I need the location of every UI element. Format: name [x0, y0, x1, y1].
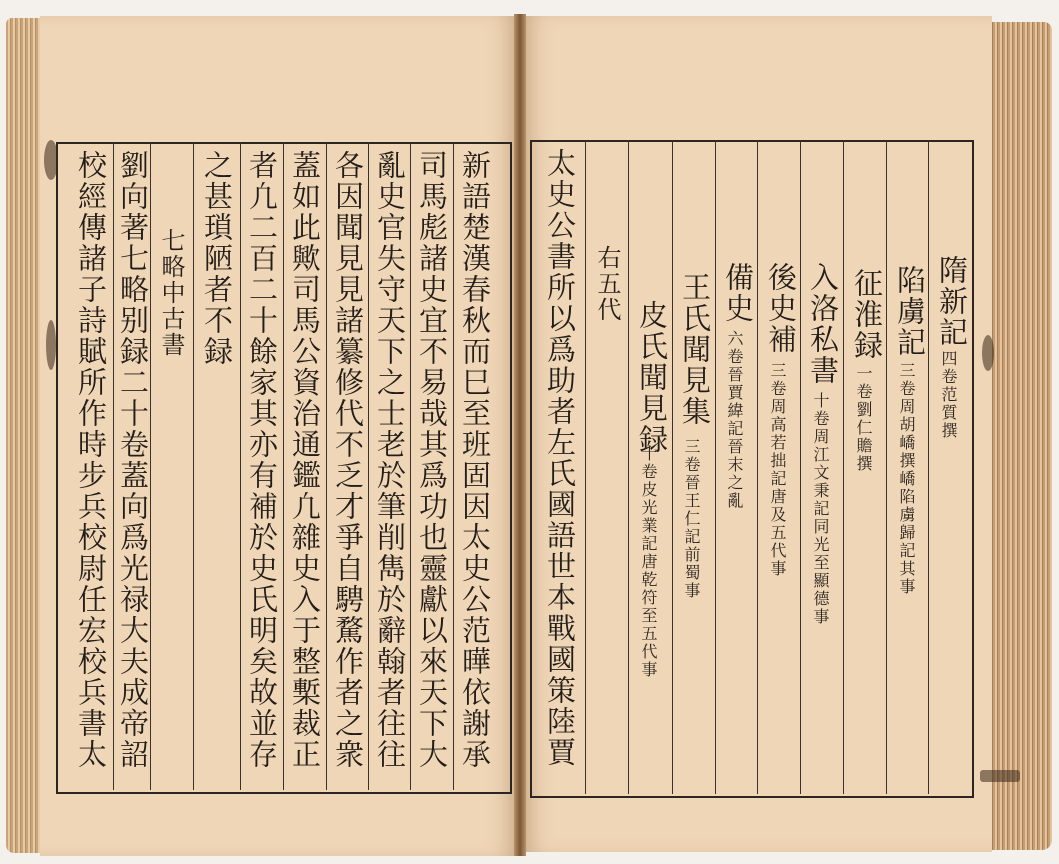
entry-note-1: 四卷范質撰	[939, 350, 958, 440]
column-rule	[368, 143, 369, 790]
section-heading-seven-summaries: 七略中古書	[157, 228, 185, 358]
ink-stain	[44, 140, 58, 180]
entry-title-5: 後史補	[764, 262, 798, 355]
column-rule	[240, 143, 241, 790]
column-rule	[928, 141, 929, 794]
book-gutter	[514, 14, 526, 856]
section-heading-five-dynasties: 右五代	[593, 245, 621, 323]
entry-note-4: 十卷周江文秉記同光至顯德事	[811, 392, 830, 626]
column-rule	[843, 141, 844, 794]
ink-stain	[980, 770, 1020, 782]
ink-stain	[982, 335, 994, 371]
column-rule	[410, 143, 411, 790]
column-rule	[283, 143, 284, 790]
left-text-column-5: 蓋如此歟司馬公資治通鑑凢雜史入于整槧裁正	[288, 150, 322, 770]
left-text-column-2: 司馬彪諸史宜不易哉其爲功也靈獻以來天下大	[415, 150, 449, 770]
entry-title-6: 備史	[721, 262, 755, 324]
left-text-column-1: 新語楚漢春秋而巳至班固因太史公范曄依謝承	[458, 150, 492, 770]
column-rule	[585, 141, 586, 794]
entry-title-7: 王氏聞見集	[678, 272, 712, 427]
entry-title-2: 陷虜記	[893, 265, 927, 358]
entry-note-7: 三卷晉王仁記前蜀事	[682, 438, 701, 600]
column-rule	[326, 143, 327, 790]
entry-note-5: 三卷周高若拙記唐及五代事	[768, 362, 787, 578]
entry-note-2: 三卷周胡嶠撰嶠陷虜歸記其事	[897, 362, 916, 596]
entry-note-8: 十卷皮光業記唐乾符至五代事	[639, 445, 658, 679]
column-rule	[150, 143, 151, 790]
entry-note-6: 六卷晉賈緯記晉末之亂	[725, 330, 744, 510]
column-rule	[453, 143, 454, 790]
entry-title-4: 入洛私書	[806, 262, 840, 386]
book-fore-edge-right	[988, 22, 1052, 850]
column-rule	[757, 141, 758, 794]
left-text-column-3: 亂史官失守天下之士老於筆削雋於辭翰者往往	[373, 150, 407, 770]
left-text-column-8: 劉向著七略别録二十卷蓋向爲光禄大夫成帝詔	[116, 150, 150, 770]
column-rule	[113, 143, 114, 790]
left-text-column-6: 者凢二百二十餘家其亦有補於史氏明矣故並存	[245, 150, 279, 770]
right-text-last-column: 太史公書所以爲助者左氏國語世本戰國策陸賈	[543, 148, 577, 768]
left-text-column-9: 校經傳諸子詩賦所作時步兵校尉任宏校兵書太	[74, 150, 108, 770]
left-text-column-7: 之甚瑣陋者不録	[200, 150, 234, 367]
column-rule	[628, 141, 629, 794]
column-rule	[886, 141, 887, 794]
entry-title-8: 皮氏聞見録	[635, 300, 669, 455]
column-rule	[193, 143, 194, 790]
entry-title-3: 征淮録	[850, 268, 884, 361]
column-rule	[715, 141, 716, 794]
entry-title-1: 隋新記	[935, 255, 969, 348]
column-rule	[800, 141, 801, 794]
left-text-column-4: 各因聞見見諸纂修代不乏才爭自騁騖作者之衆	[331, 150, 365, 770]
ink-stain	[46, 320, 56, 370]
entry-note-3: 一卷劉仁贍撰	[854, 365, 873, 473]
column-rule	[672, 141, 673, 794]
